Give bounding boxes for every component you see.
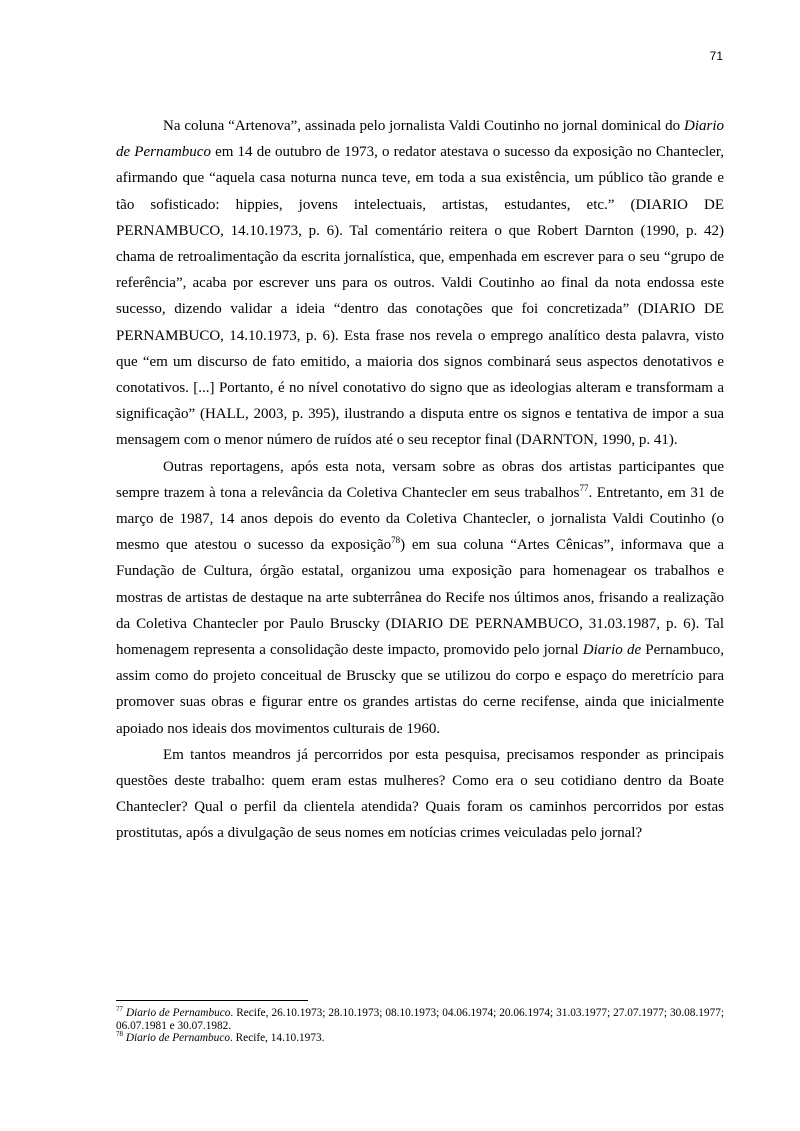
footnote-ref[interactable]: 78 <box>391 535 401 546</box>
page-number: 71 <box>709 49 723 63</box>
footnote <box>116 1007 724 1032</box>
footnote-number: 78 <box>116 1030 123 1039</box>
text-run: . Entretanto, em 31 de março de 1987, 14 anos depois do evento da Coletiva Chantecler, o jornalista Valdi Coutinho (o mesmo que atestou o sucesso da exposição <box>116 484 724 554</box>
footnote-source: Diario de Pernambuco <box>125 1032 230 1044</box>
footnotes <box>116 1007 724 1045</box>
footnote-number: 77 <box>116 1005 123 1014</box>
text-run: Em tantos meandros já percorridos por esta pesquisa, precisamos responder as principais questões deste trabalho: quem eram estas mulheres? Como era o seu cotidiano dentro da Boate Chantecler? Qual o perfil da clientela atendida? Quais foram os caminhos percorridos por estas prostitutas, após a divulgação de seus nomes em notícias crimes veiculadas pelo jornal? <box>116 746 724 842</box>
footnote-divider <box>116 1000 308 1001</box>
footnote <box>116 1032 724 1045</box>
newspaper-title: Diario de Pernambuco <box>116 118 724 161</box>
text-run: Outras reportagens, após esta nota, versam sobre as obras dos artistas participantes que sempre trazem à tona a relevância da Coletiva Chantecler em seus trabalhos <box>116 458 724 501</box>
paragraph <box>116 742 724 847</box>
footnote-text: . Recife, 26.10.1973; 28.10.1973; 08.10.1973; 04.06.1974; 20.06.1974; 31.03.1977; 27.07.1977; 30.08.1977; 06.07.1981 e 30.07.1982. <box>116 1007 725 1032</box>
footnote-source: Diario de Pernambuco <box>125 1007 231 1019</box>
footnote-text: . Recife, 14.10.1973. <box>230 1032 325 1044</box>
text-run: Pernambuco, assim como do projeto conceitual de Bruscky que se utilizou do corpo e espaço do meretrício para promover suas obras e figurar entre os grandes artistas do cerne recifense, ainda que inicialmente apoiado nos ideais dos movimentos culturais de 1960. <box>116 642 725 737</box>
newspaper-title: Diario de <box>582 642 642 659</box>
text-run: em 14 de outubro de 1973, o redator atestava o sucesso da exposição no Chantecler, afirmando que “aquela casa noturna nunca teve, em toda a sua existência, um público tão grande e tão sofisticado: hippies, jovens intelectuais, artistas, estudantes, etc.” (DIARIO DE PERNAMBUCO, 14.10.1973, p. 6). Tal comentário reitera o que Robert Darnton (1990, p. 42) chama de retroalimentação da escrita jornalística, que, empenhada em escrever para o seu “grupo de referência”, acaba por escrever uns para os outros. Valdi Coutinho ao final da nota endossa este sucesso, dizendo validar a ideia “dentro das conotações que foi concretizada” (DIARIO DE PERNAMBUCO, 14.10.1973, p. 6). Esta frase nos revela o emprego analítico desta palavra, visto que “em um discurso de fato emitido, a maioria dos signos combinará seus aspectos denotativos e conotativos. [...] Portanto, é no nível conotativo do signo que as ideologias alteram e transformam a significação” (HALL, 2003, p. 395), ilustrando a disputa entre os signos e tentativa de impor a sua mensagem com o menor número de ruídos até o seu receptor final (DARNTON, 1990, p. 41). <box>116 144 724 449</box>
text-run: Na coluna “Artenova”, assinada pelo jornalista Valdi Coutinho no jornal dominical do <box>163 118 684 134</box>
paragraph <box>116 113 724 454</box>
paragraph <box>116 454 724 742</box>
text-run: ) em sua coluna “Artes Cênicas”, informava que a Fundação de Cultura, órgão estatal, organizou uma exposição para homenagear os trabalhos e mostras de artistas de destaque na arte subterrânea do Recife nos últimos anos, frisando a realização da Coletiva Chantecler por Paulo Bruscky (DIARIO DE PERNAMBUCO, 31.03.1987, p. 6). Tal homenagem representa a consolidação deste impacto, promovido pelo jornal <box>116 537 724 659</box>
footnote-ref[interactable]: 77 <box>579 482 589 493</box>
body-text <box>116 113 724 847</box>
